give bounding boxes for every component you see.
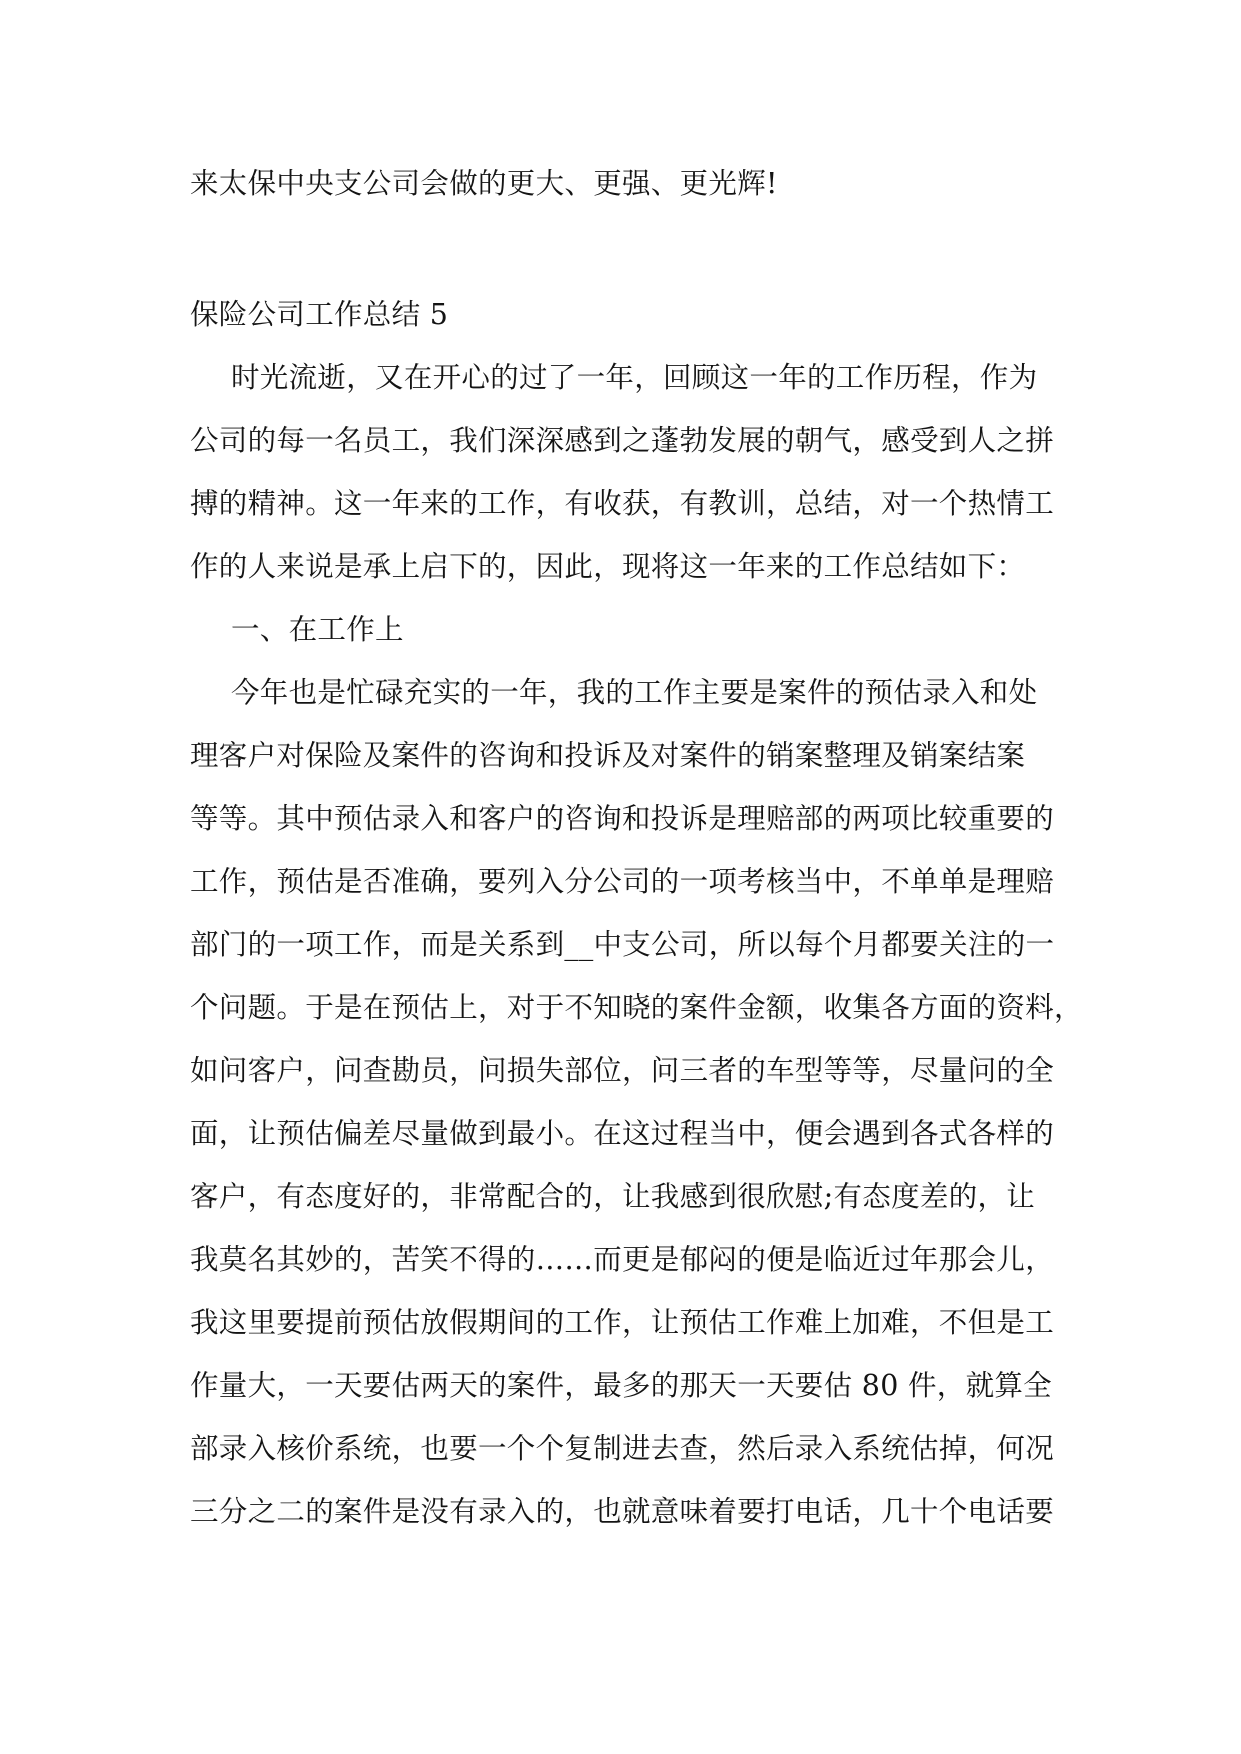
- text-line-para2-14: 三分之二的案件是没有录入的，也就意味着要打电话，几十个电话要: [190, 1495, 1055, 1528]
- text-line-para1-3: 搏的精神。这一年来的工作，有收获，有教训，总结，对一个热情工: [190, 487, 1055, 520]
- section-title: 保险公司工作总结 5: [190, 298, 449, 331]
- text-line-para2-5: 部门的一项工作，而是关系到__中支公司，所以每个月都要关注的一: [190, 928, 1055, 961]
- text-line-para2-12: 作量大，一天要估两天的案件，最多的那天一天要估 80 件，就算全: [190, 1369, 1052, 1402]
- text-line-para2-11: 我这里要提前预估放假期间的工作，让预估工作难上加难，不但是工: [190, 1306, 1055, 1339]
- text-line-para1-2: 公司的每一名员工，我们深深感到之蓬勃发展的朝气，感受到人之拼: [190, 424, 1055, 457]
- text-line-para1-1: 时光流逝，又在开心的过了一年，回顾这一年的工作历程，作为: [231, 361, 1038, 394]
- text-line-para2-1: 今年也是忙碌充实的一年，我的工作主要是案件的预估录入和处: [231, 676, 1038, 709]
- text-line-para2-10: 我莫名其妙的，苦笑不得的……而更是郁闷的便是临近过年那会儿，: [190, 1243, 1055, 1276]
- text-line-para2-6: 个问题。于是在预估上，对于不知晓的案件金额，收集各方面的资料，: [190, 991, 1083, 1024]
- text-line-para2-3: 等等。其中预估录入和客户的咨询和投诉是理赔部的两项比较重要的: [190, 802, 1055, 835]
- text-line-para2-7: 如问客户，问查勘员，问损失部位，问三者的车型等等，尽量问的全: [190, 1054, 1055, 1087]
- text-line-closing: 来太保中央支公司会做的更大、更强、更光辉!: [190, 167, 778, 200]
- text-line-para2-4: 工作，预估是否准确，要列入分公司的一项考核当中，不单单是理赔: [190, 865, 1055, 898]
- text-line-para2-2: 理客户对保险及案件的咨询和投诉及对案件的销案整理及销案结案: [190, 739, 1026, 772]
- subheading-work: 一、在工作上: [231, 613, 404, 646]
- text-line-para2-8: 面，让预估偏差尽量做到最小。在这过程当中，便会遇到各式各样的: [190, 1117, 1055, 1150]
- text-line-para2-13: 部录入核价系统，也要一个个复制进去查，然后录入系统估掉，何况: [190, 1432, 1055, 1465]
- text-line-para1-4: 作的人来说是承上启下的，因此，现将这一年来的工作总结如下：: [190, 550, 1026, 583]
- text-line-para2-9: 客户，有态度好的，非常配合的，让我感到很欣慰;有态度差的，让: [190, 1180, 1036, 1213]
